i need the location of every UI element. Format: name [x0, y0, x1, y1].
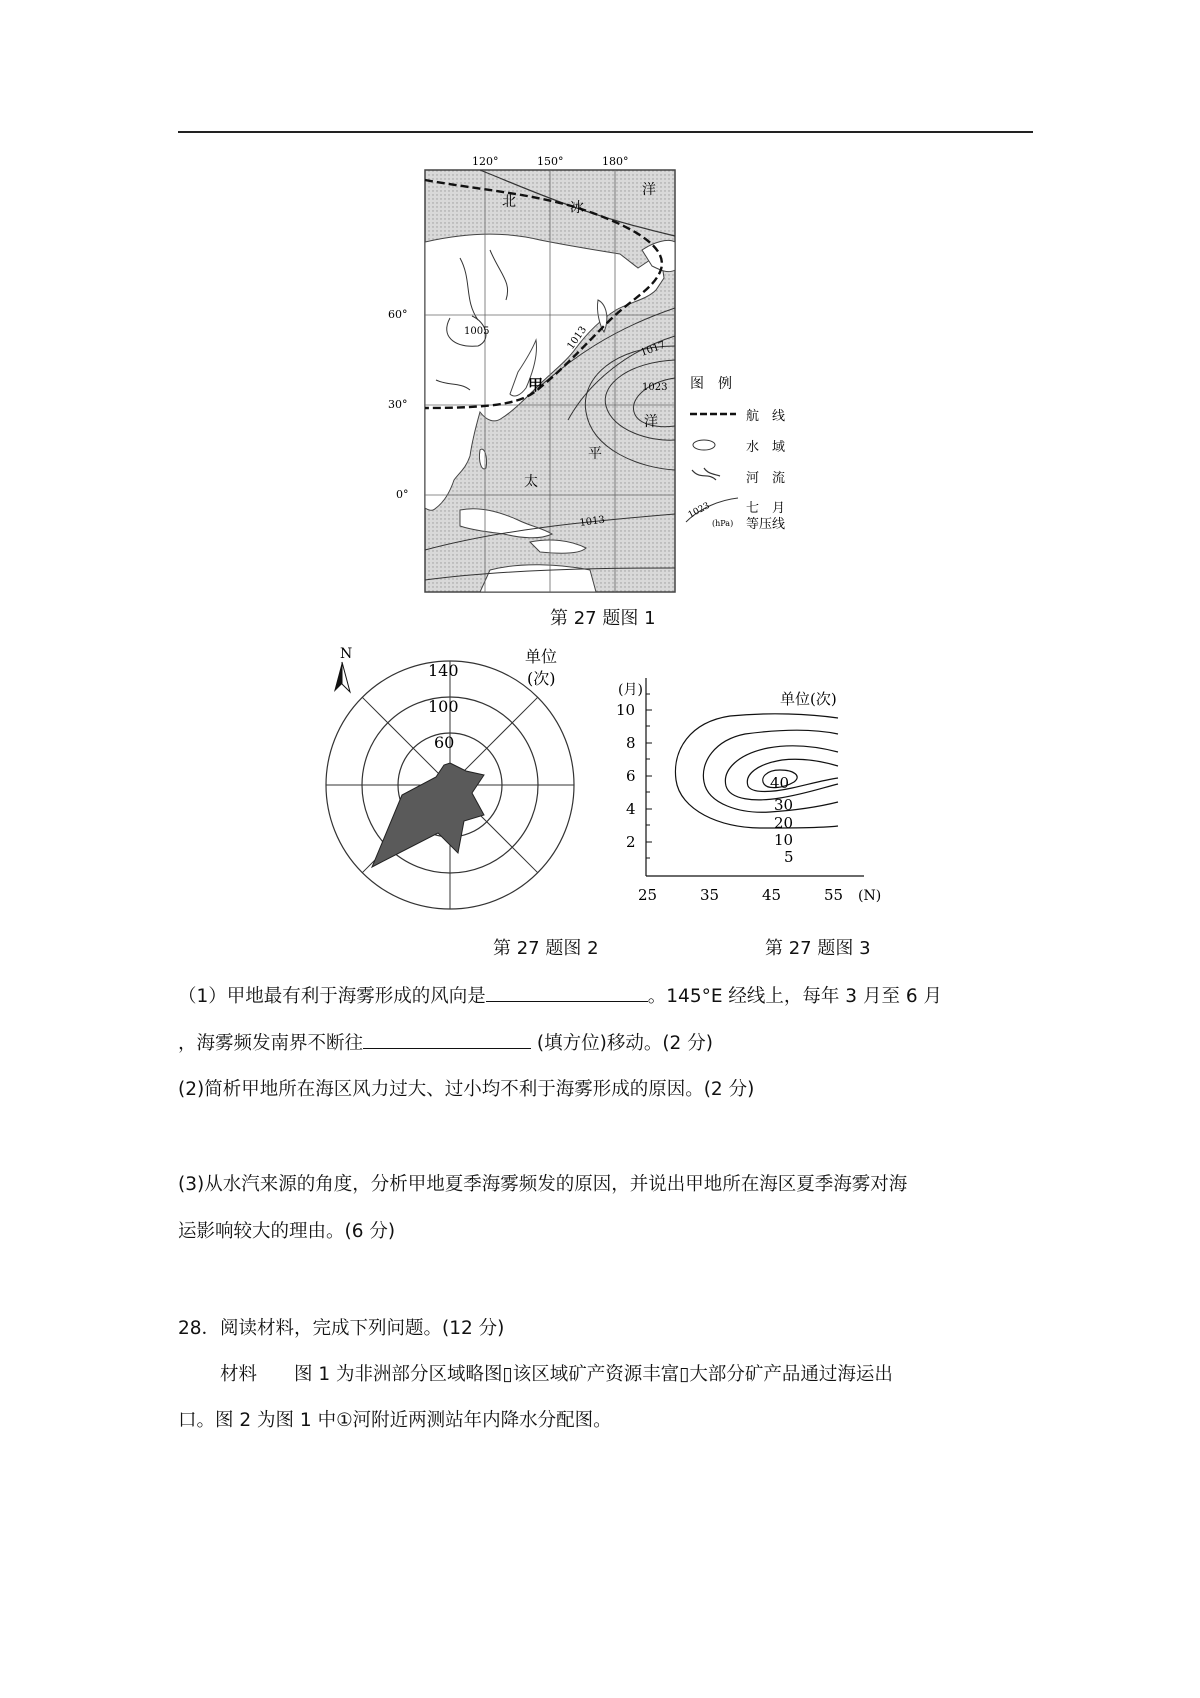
lat-label: 60°	[388, 308, 408, 321]
ring-label: 60	[434, 733, 455, 752]
q1-text-b: 。145°E 经线上，每年 3 月至 6 月	[647, 986, 942, 1007]
legend-isobar-1: 七 月	[746, 501, 786, 516]
ring-label: 100	[428, 697, 459, 716]
legend-title: 图 例	[690, 376, 732, 392]
water-icon	[693, 440, 715, 450]
figure-1-map	[388, 150, 820, 600]
figure-3-contour-chart	[610, 670, 890, 910]
y-tick: 2	[626, 833, 636, 851]
ocean-label: 太	[524, 474, 538, 490]
isobar-label: 1005	[464, 326, 490, 337]
legend-river: 河 流	[746, 471, 786, 486]
material-line-1: 材料 图 1 为非洲部分区域略图▯该区域矿产资源丰富▯大部分矿产品通过海运出	[220, 1364, 893, 1385]
contour-lines	[675, 714, 838, 828]
question-2: (2)简析甲地所在海区风力过大、过小均不利于海雾形成的原因。(2 分)	[178, 1079, 755, 1100]
isobar-label: 1023	[642, 382, 668, 393]
legend-isobar-unit: (hPa)	[712, 519, 734, 528]
answer-blank-2[interactable]	[363, 1030, 531, 1049]
legend-isobar-2: 等压线	[746, 517, 786, 532]
lon-label: 120°	[472, 155, 499, 168]
y-tick: 10	[616, 701, 636, 719]
isobar-label: 1013	[578, 514, 606, 529]
map-legend	[686, 376, 785, 532]
legend-water: 水 域	[746, 440, 786, 455]
q1-text-d: (填方位)移动。(2 分)	[531, 1033, 713, 1054]
north-arrow-icon	[334, 662, 342, 692]
question-1-line-2	[178, 1030, 713, 1057]
lat-label: 30°	[388, 398, 408, 411]
y-tick: 8	[626, 734, 636, 752]
north-label: N	[340, 646, 353, 662]
contour-label: 30	[774, 796, 794, 814]
wind-rose-polygon	[372, 763, 484, 867]
x-tick: 35	[700, 886, 720, 904]
x-unit: (N)	[858, 888, 882, 904]
material-line-2: 口。图 2 为图 1 中①河附近两测站年内降水分配图。	[178, 1410, 612, 1431]
unit-label: 单位(次)	[780, 690, 837, 708]
isobar-label: 1013	[565, 324, 590, 352]
x-tick: 25	[638, 886, 658, 904]
legend-route: 航 线	[746, 409, 786, 424]
figure-3-caption: 第 27 题图 3	[765, 938, 871, 959]
contour-label: 10	[774, 831, 794, 849]
unit-value: (次)	[527, 669, 556, 688]
figure-1-caption: 第 27 题图 1	[550, 608, 656, 629]
river-icon	[692, 468, 720, 480]
place-label-jia: 甲	[528, 376, 544, 394]
answer-blank-1[interactable]	[486, 983, 648, 1002]
figure-2-caption: 第 27 题图 2	[493, 938, 599, 959]
unit-label: 单位	[525, 647, 558, 666]
question-3-line-2: 运影响较大的理由。(6 分)	[178, 1221, 396, 1242]
question-1-line-1	[178, 983, 942, 1010]
lon-label: 150°	[537, 155, 564, 168]
figure-2-wind-rose	[320, 640, 590, 920]
q1-text-a: （1）甲地最有利于海雾形成的风向是	[178, 986, 486, 1007]
ocean-label: 冰	[570, 200, 584, 216]
ocean-label: 洋	[642, 182, 656, 198]
lon-label: 180°	[602, 155, 629, 168]
contour-label: 5	[784, 848, 794, 866]
header-rule	[178, 131, 1033, 133]
isobar-label: 1017	[639, 339, 667, 359]
ocean-label: 平	[588, 446, 602, 462]
x-tick: 55	[824, 886, 844, 904]
y-tick: 6	[626, 767, 636, 785]
contour-label: 20	[774, 814, 794, 832]
ocean-label: 北	[502, 194, 516, 210]
contour-label: 40	[770, 774, 790, 792]
ocean-label: 洋	[644, 414, 658, 430]
q1-text-c: ，海雾频发南界不断往	[178, 1033, 364, 1054]
ring-label: 140	[428, 661, 459, 680]
question-28: 28．阅读材料，完成下列问题。(12 分)	[178, 1318, 505, 1339]
legend-isobar-sample: 1023	[686, 501, 712, 521]
question-3-line-1: (3)从水汽来源的角度，分析甲地夏季海雾频发的原因，并说出甲地所在海区夏季海雾对海	[178, 1174, 908, 1195]
lat-label: 0°	[396, 488, 409, 501]
y-unit: (月)	[618, 682, 643, 698]
x-tick: 45	[762, 886, 782, 904]
y-tick: 4	[626, 800, 636, 818]
